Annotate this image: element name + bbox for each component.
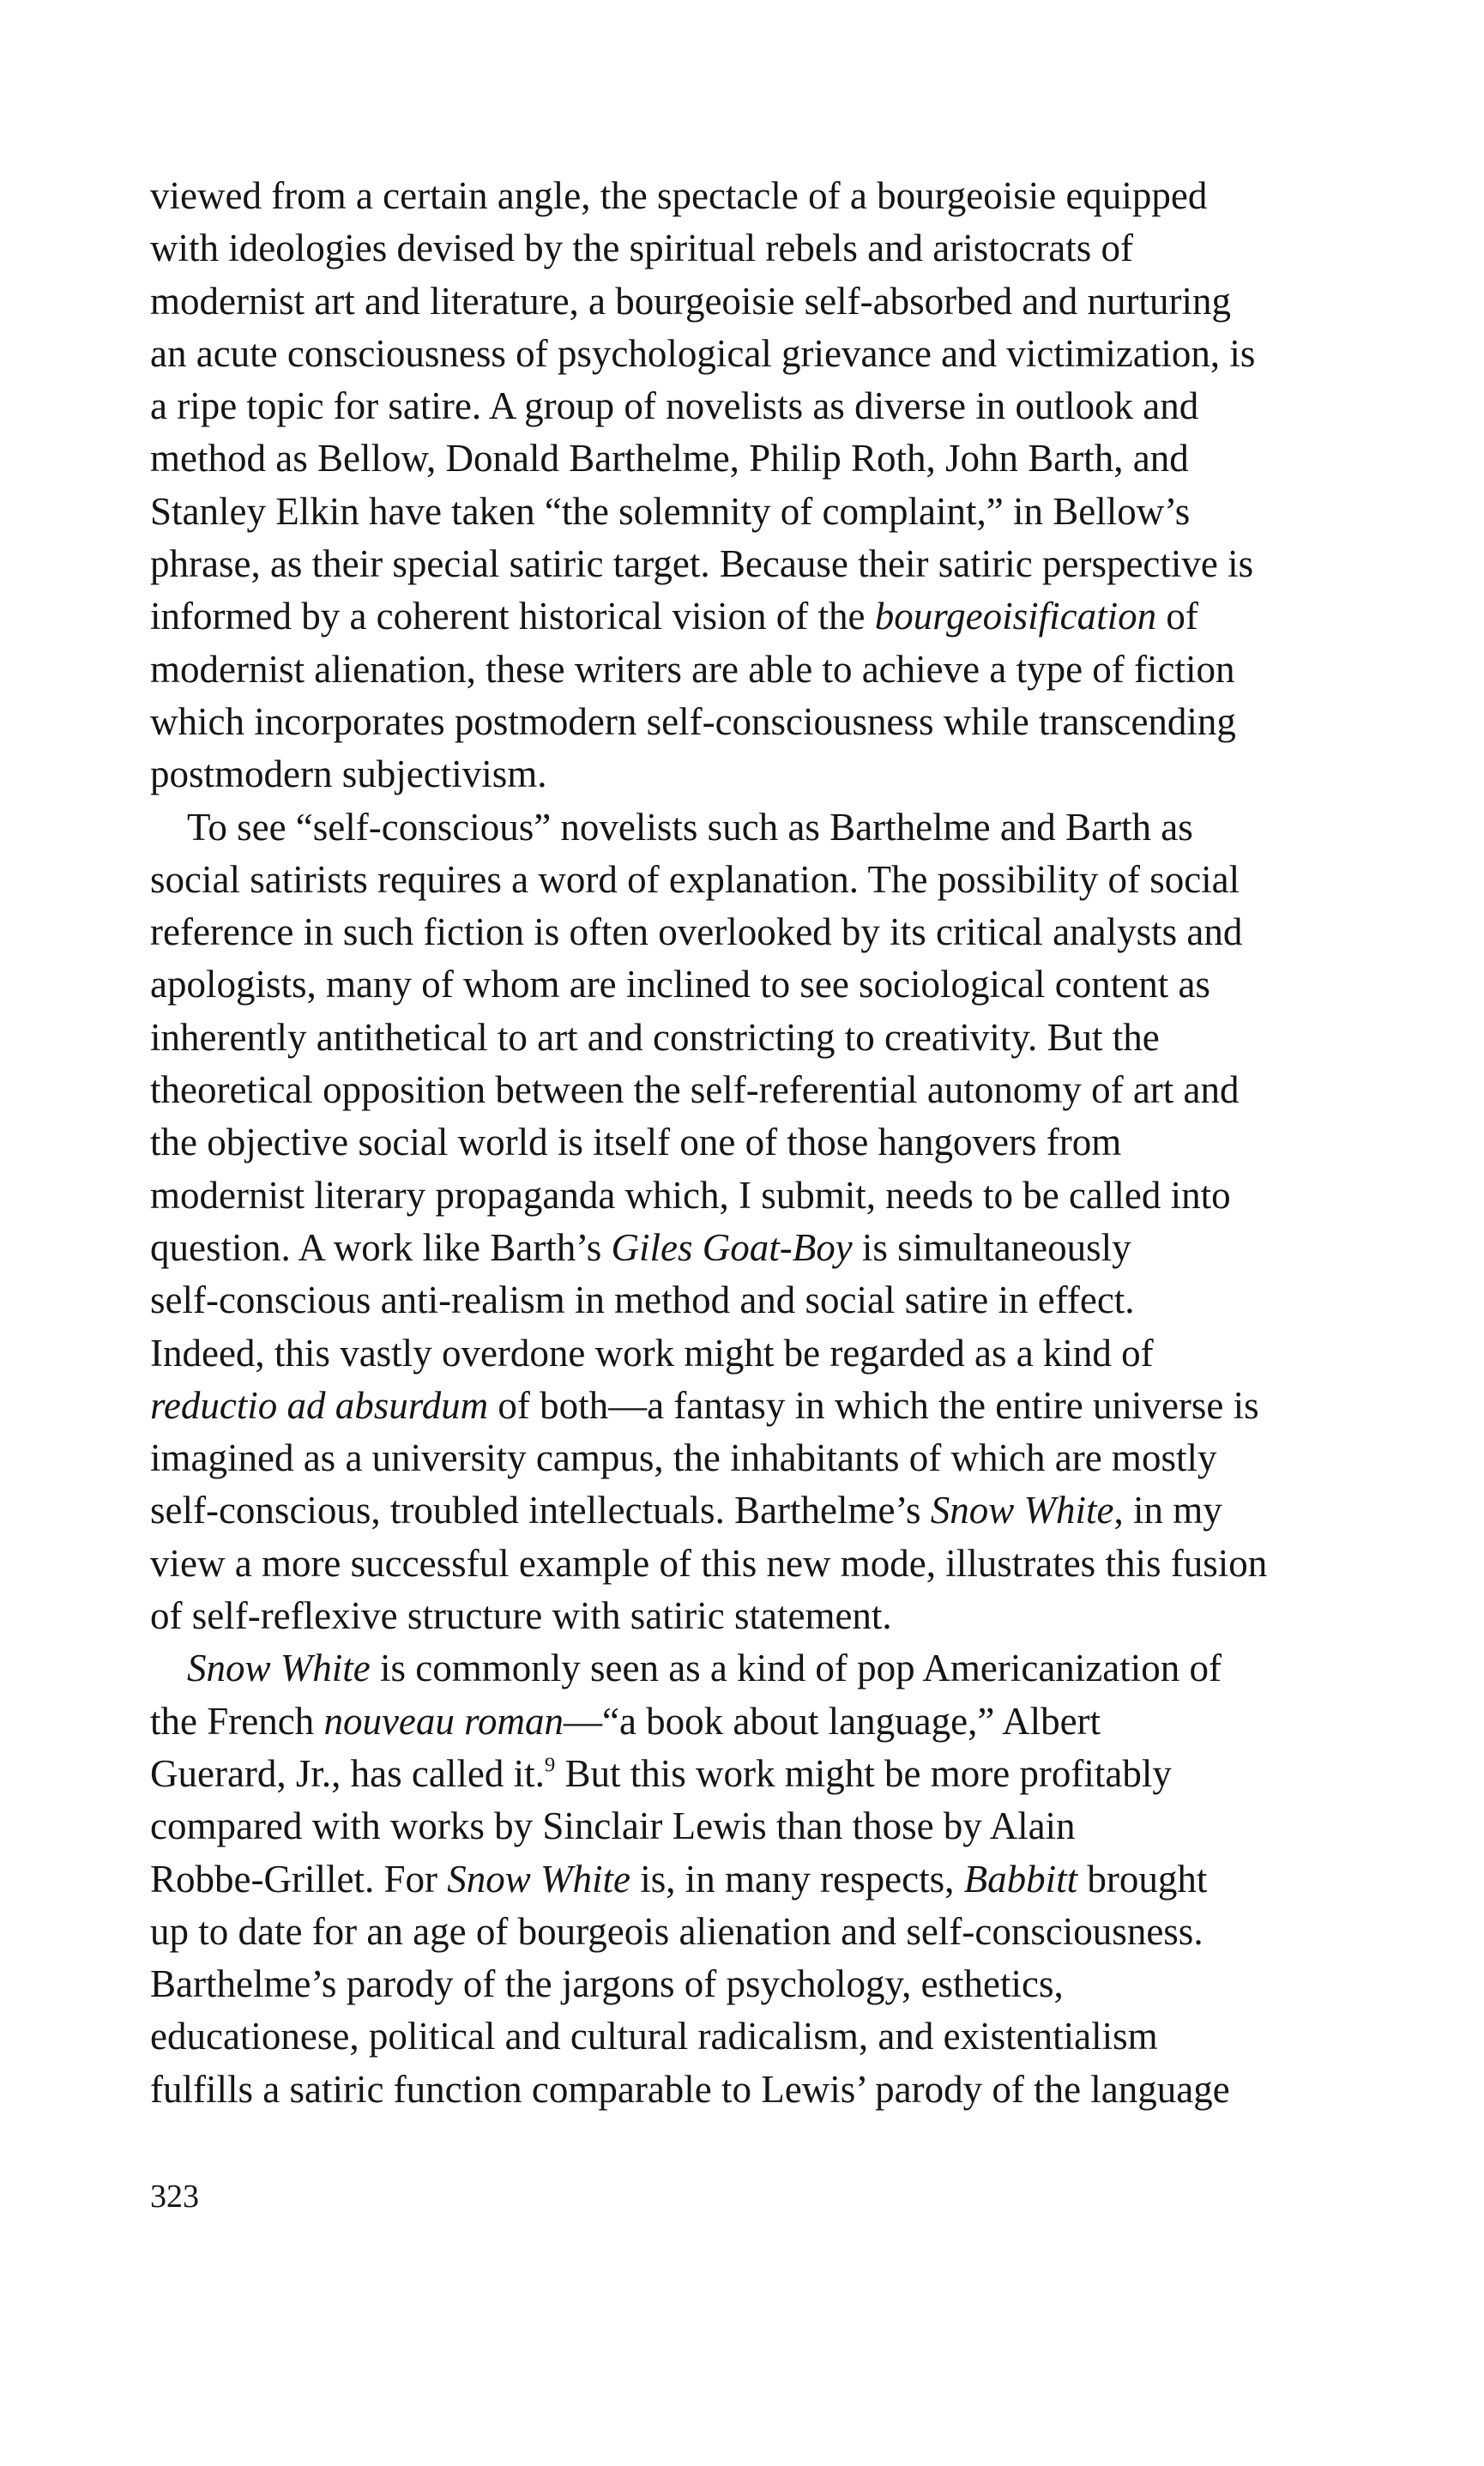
text-line: method as Bellow, Donald Barthelme, Philip Roth, John Barth, and — [150, 437, 1189, 481]
text-line — [150, 1380, 1342, 1432]
text-run: , in my — [1113, 1489, 1222, 1532]
text-line — [150, 1222, 1342, 1274]
text-run: —“a book about language,” Albert — [563, 1699, 1101, 1743]
text-line: fulfills a satiric function comparable to Lewis’ parody of the language — [150, 2067, 1230, 2111]
paragraph-start-line — [150, 1642, 1342, 1695]
text-run: is, in many respects, — [630, 1857, 964, 1901]
text-line: educationese, political and cultural radicalism, and existentialism — [150, 2015, 1158, 2058]
text-line: modernist literary propaganda which, I submit, needs to be called into — [150, 1173, 1231, 1217]
italic-title-snow-white: Snow White — [187, 1647, 371, 1690]
text-run: of both—a fantasy in which the entire universe is — [488, 1383, 1259, 1427]
text-line: postmodern subjectivism. — [150, 752, 547, 796]
text-line — [150, 590, 1342, 643]
text-run: the French — [150, 1699, 324, 1743]
italic-term-reductio: reductio ad absurdum — [150, 1383, 489, 1427]
text-line: Barthelme’s parody of the jargons of psychology, esthetics, — [150, 1962, 1064, 2006]
text-line: reference in such fiction is often overlooked by its critical analysts and — [150, 910, 1243, 954]
text-line: viewed from a certain angle, the spectacle of a bourgeoisie equipped — [150, 174, 1208, 217]
footnote-marker: 9 — [544, 1753, 556, 1777]
text-line: apologists, many of whom are inclined to see sociological content as — [150, 963, 1210, 1006]
text-line: the objective social world is itself one of those hangovers from — [150, 1121, 1122, 1164]
text-line — [150, 1748, 1342, 1800]
text-run: of — [1156, 595, 1198, 638]
text-line: theoretical opposition between the self-referential autonomy of art and — [150, 1068, 1240, 1112]
text-line — [150, 1853, 1342, 1906]
italic-title-snow-white: Snow White — [930, 1489, 1114, 1532]
paragraph-start-line: To see “self-conscious” novelists such as Barthelme and Barth as — [187, 805, 1193, 849]
text-run: Robbe-Grillet. For — [150, 1857, 448, 1901]
text-run: self-conscious, troubled intellectuals. Barthelme’s — [150, 1489, 931, 1532]
text-line: imagined as a university campus, the inhabitants of which are mostly — [150, 1436, 1217, 1480]
text-run: But this work might be more profitably — [555, 1751, 1172, 1795]
italic-term-nouveau-roman: nouveau roman — [323, 1699, 564, 1743]
italic-title-babbitt: Babbitt — [963, 1857, 1078, 1901]
text-line: social satirists requires a word of explanation. The possibility of social — [150, 857, 1240, 901]
text-line: Stanley Elkin have taken “the solemnity of complaint,” in Bellow’s — [150, 489, 1191, 533]
italic-term-bourgeoisification: bourgeoisification — [874, 595, 1157, 638]
text-line: Indeed, this vastly overdone work might be regarded as a kind of — [150, 1331, 1154, 1375]
text-line: up to date for an age of bourgeois alienation and self-consciousness. — [150, 1909, 1203, 1953]
body-text — [150, 170, 1342, 2116]
text-line: self-conscious anti-realism in method and social satire in effect. — [150, 1278, 1135, 1322]
text-line: a ripe topic for satire. A group of novelists as diverse in outlook and — [150, 384, 1199, 428]
text-line: inherently antithetical to art and constricting to creativity. But the — [150, 1015, 1160, 1059]
text-run: Guerard, Jr., has called it. — [150, 1751, 545, 1795]
text-line: phrase, as their special satiric target. Because their satiric perspective is — [150, 542, 1254, 586]
text-line — [150, 1695, 1342, 1748]
text-line: view a more successful example of this new mode, illustrates this fusion — [150, 1541, 1268, 1585]
text-line: an acute consciousness of psychological grievance and victimization, is — [150, 331, 1256, 375]
text-line — [150, 1484, 1342, 1537]
text-line: modernist alienation, these writers are able to achieve a type of fiction — [150, 647, 1235, 691]
text-line: which incorporates postmodern self-consciousness while transcending — [150, 699, 1236, 743]
text-line: with ideologies devised by the spiritual rebels and aristocrats of — [150, 227, 1133, 270]
page-number: 323 — [150, 2179, 199, 2215]
text-run: is simultaneously — [852, 1225, 1131, 1269]
text-run: informed by a coherent historical vision of the — [150, 595, 875, 638]
text-run: is commonly seen as a kind of pop Americanization of — [370, 1647, 1222, 1690]
text-run: question. A work like Barth’s — [150, 1225, 612, 1269]
italic-title-snow-white: Snow White — [447, 1857, 630, 1901]
text-line: of self-reflexive structure with satiric statement. — [150, 1594, 892, 1638]
text-line: modernist art and literature, a bourgeoisie self-absorbed and nurturing — [150, 279, 1232, 323]
text-run: brought — [1077, 1857, 1208, 1901]
italic-title-giles-goat-boy: Giles Goat-Boy — [611, 1225, 853, 1269]
text-line: compared with works by Sinclair Lewis than those by Alain — [150, 1804, 1076, 1848]
